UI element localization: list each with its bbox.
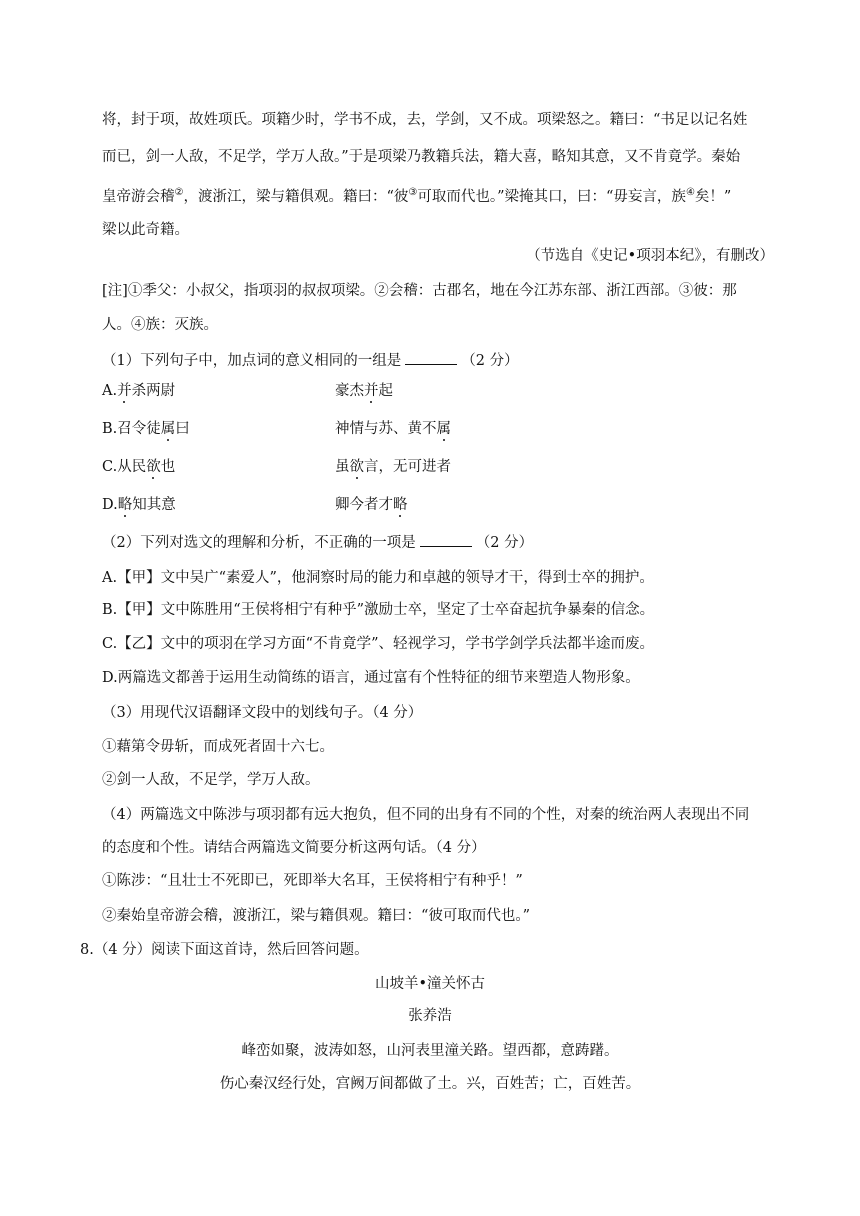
q2-option-c: C.【乙】文中的项羽在学习方面“不肯竟学”、轻视学习，学书学剑学兵法都半途而废。: [102, 636, 655, 652]
answer-blank[interactable]: [420, 532, 472, 547]
footnote-marker: ③: [408, 187, 418, 198]
q2-option-b: B.【甲】文中陈胜用“王侯将相宁有种乎”激励士卒，坚定了士卒奋起抗争暴秦的信念。: [102, 602, 655, 618]
dotted-word: 欲: [349, 459, 364, 475]
passage-text: 可取而代也。”梁掩其口，曰：“毋妄言，族: [417, 188, 686, 205]
footnote-marker: ④: [685, 187, 695, 198]
q1-option-c: [102, 457, 702, 477]
passage-line-1: 将，封于项，故姓项氏。项籍少时，学书不成，去，学剑，又不成。项梁怒之。籍曰：“书足以记名姓: [102, 112, 748, 128]
q1-stem-text: （1）下列句子中，加点词的意义相同的一组是: [102, 353, 402, 369]
option-text: 虽: [335, 459, 350, 475]
passage-line-3: [102, 183, 731, 207]
dotted-word: 略: [393, 497, 408, 513]
q2-option-d: D.两篇选文都善于运用生动简练的语言，通过富有个性特征的细节来塑造人物形象。: [102, 670, 640, 686]
q2-option-a: A.【甲】文中吴广“素爱人”，他洞察时局的能力和卓越的领导才干，得到士卒的拥护。: [102, 570, 654, 586]
poem-author: 张养浩: [408, 1008, 452, 1024]
passage-line-4: 梁以此奇籍。: [102, 222, 189, 238]
footnote-marker: ②: [174, 187, 184, 198]
dotted-word: 并: [364, 383, 379, 399]
q1-option-d: [102, 495, 702, 515]
notes-line-1: [注]①季父：小叔父，指项羽的叔叔项梁。②会稽：古郡名，地在今江苏东部、浙江西部。③彼：那: [102, 283, 737, 299]
notes-line-2: 人。④族：灭族。: [102, 317, 218, 333]
option-text: 神情与苏、黄不: [335, 421, 437, 437]
option-text: 豪杰: [335, 383, 364, 399]
option-label: D.: [102, 497, 118, 513]
option-compare: [335, 457, 451, 477]
option-text: 也: [160, 459, 176, 475]
poem-line-1: 峰峦如聚，波涛如怒，山河表里潼关路。望西都，意踌躇。: [241, 1043, 619, 1059]
passage-text: 矣！”: [694, 188, 732, 205]
option-text: 言，无可进者: [364, 459, 451, 475]
option-text: 曰: [175, 421, 190, 437]
q3-stem: （3）用现代汉语翻译文段中的划线句子。（4 分）: [102, 705, 423, 721]
q3-sentence-2: ②剑一人敌，不足学，学万人敌。: [102, 772, 320, 788]
dotted-word: 略: [117, 497, 133, 513]
q2-stem: [102, 532, 533, 553]
dotted-word: 属: [436, 421, 451, 437]
dotted-word: 并: [117, 383, 132, 399]
q1-stem: [102, 350, 519, 371]
option-text: 杀两尉: [131, 383, 176, 399]
option-label: A.: [102, 383, 118, 399]
q3-sentence-1: ①藉第令毋斩，而成死者固十六七。: [102, 739, 334, 755]
passage-text: ，渡浙江，梁与籍俱观。籍曰：“彼: [183, 188, 409, 205]
option-text: 卿今者才: [335, 497, 393, 513]
option-text: 知其意: [132, 497, 176, 513]
q4-sentence-2: ②秦始皇帝游会稽，渡浙江，梁与籍俱观。籍曰：“彼可取而代也。”: [102, 908, 531, 924]
q1-score: （2 分）: [461, 353, 519, 369]
option-text: 起: [378, 383, 393, 399]
option-compare: [335, 419, 451, 439]
option-label: C.: [102, 459, 118, 475]
q1-option-a: [102, 381, 702, 401]
passage-text: 皇帝游会稽: [102, 188, 175, 205]
answer-blank[interactable]: [405, 350, 457, 365]
poem-title: 山坡羊•潼关怀古: [374, 976, 486, 992]
source-citation: （节选自《史记•项羽本纪》，有删改）: [526, 248, 774, 264]
option-text: 召令徒: [117, 421, 161, 437]
poem-line-2: 伤心秦汉经行处，宫阙万间都做了土。兴，百姓苦；亡，百姓苦。: [219, 1076, 641, 1092]
option-compare: [335, 495, 408, 515]
q8-stem: 8.（4 分）阅读下面这首诗，然后回答问题。: [80, 942, 369, 958]
q4-stem-line-2: 的态度和个性。请结合两篇选文简要分析这两句话。（4 分）: [102, 840, 486, 856]
dotted-word: 属: [160, 421, 176, 437]
q1-option-b: [102, 419, 702, 439]
option-label: B.: [102, 421, 118, 437]
q4-stem-line-1: （4）两篇选文中陈涉与项羽都有远大抱负，但不同的出身有不同的个性，对秦的统治两人表现出不同: [102, 807, 750, 823]
q4-sentence-1: ①陈涉：“且壮士不死即已，死即举大名耳，王侯将相宁有种乎！”: [102, 873, 523, 889]
option-compare: [335, 381, 393, 401]
dotted-word: 欲: [146, 459, 161, 475]
passage-line-2: 而已，剑一人敌，不足学，学万人敌。”于是项梁乃教籍兵法，籍大喜，略知其意，又不肯竟学。秦始: [102, 149, 741, 165]
option-text: 从民: [117, 459, 147, 475]
q2-stem-text: （2）下列对选文的理解和分析，不正确的一项是: [102, 535, 416, 551]
q2-score: （2 分）: [475, 535, 534, 551]
